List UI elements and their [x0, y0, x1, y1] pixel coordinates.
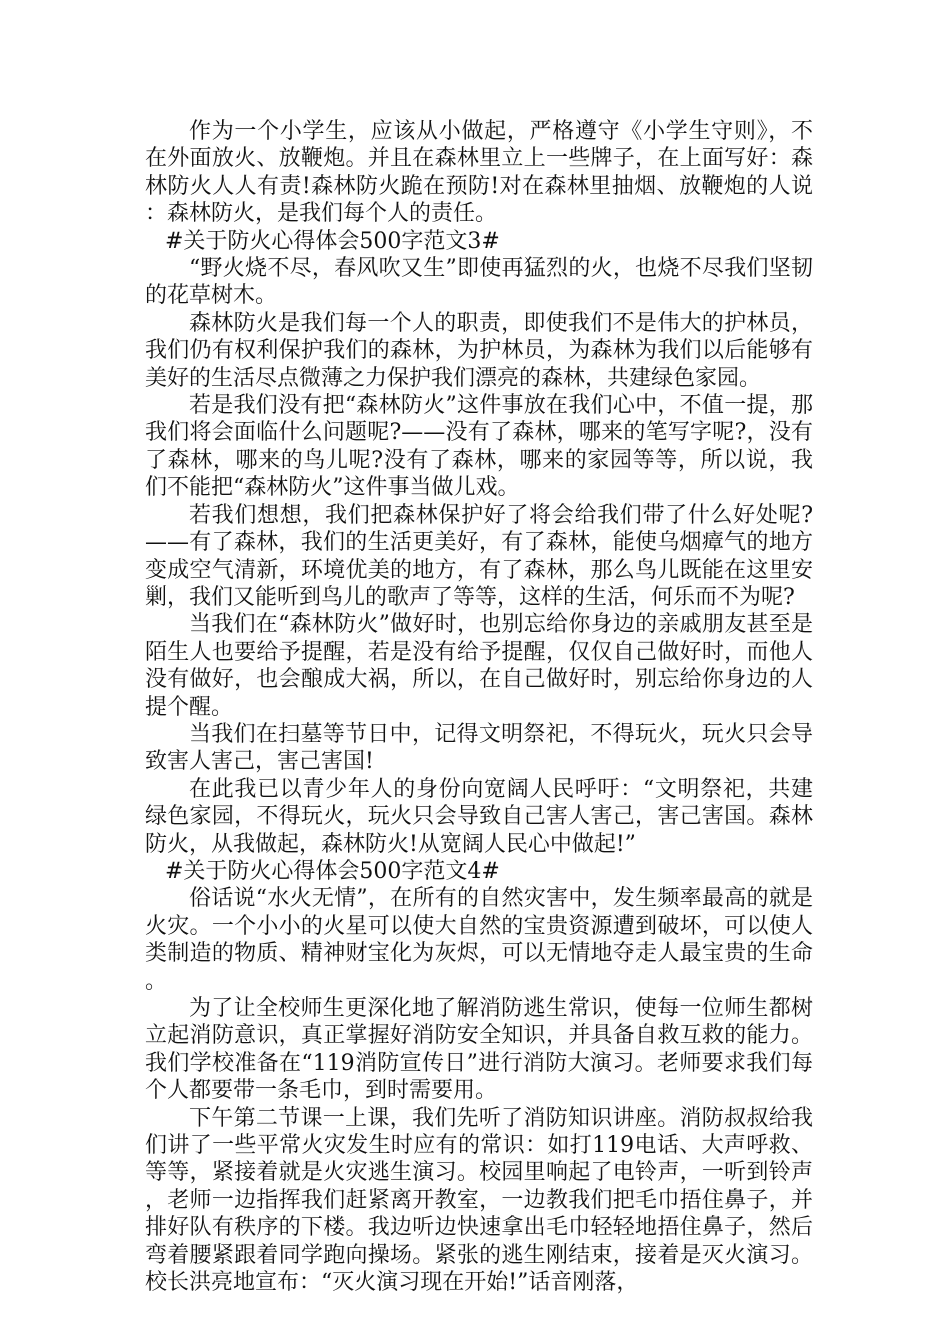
paragraph-9: 俗话说“水火无情”，在所有的自然灾害中，发生频率最高的就是火灾。一个小小的火星可以使大自然的宝贵资源遭到破坏，可以使人类制造的物质、精神财宝化为灰烬，可以无情地夺走人最宝贵的生命。 — [145, 886, 813, 994]
section-heading-3: #关于防火心得体会500字范文3# — [165, 228, 500, 254]
paragraph-10: 为了让全校师生更深化地了解消防逃生常识，使每一位师生都树立起消防意识，真正掌握好消防安全知识，并具备自救互救的能力。我们学校准备在“119消防宣传日”进行消防大演习。老师要求我们每个人都要带一条毛巾，到时需要用。 — [145, 996, 813, 1104]
paragraph-11: 下午第二节课一上课，我们先听了消防知识讲座。消防叔叔给我们讲了一些平常火灾发生时应有的常识：如打119电话、大声呼救、等等，紧接着就是火灾逃生演习。校园里响起了电铃声，一听到铃声，老师一边指挥我们赶紧离开教室，一边教我们把毛巾捂住鼻子，并排好队有秩序的下楼。我边听边快速拿出毛巾轻轻地捂住鼻子，然后弯着腰紧跟着同学跑向操场。紧张的逃生刚结束，接着是灭火演习。校长洪亮地宣布：“灭火演习现在开始!”话音刚落， — [145, 1105, 813, 1296]
paragraph-7: 当我们在扫墓等节日中，记得文明祭祀，不得玩火，玩火只会导致害人害己，害己害国! — [145, 721, 813, 775]
paragraph-1: 作为一个小学生，应该从小做起，严格遵守《小学生守则》，不在外面放火、放鞭炮。并且在森林里立上一些牌子，在上面写好：森林防火人人有责!森林防火跪在预防!对在森林里抽烟、放鞭炮的人说：森林防火，是我们每个人的责任。 — [145, 119, 813, 227]
paragraph-3: 森林防火是我们每一个人的职责，即使我们不是伟大的护林员，我们仍有权利保护我们的森林，为护林员，为森林为我们以后能够有美好的生活尽点微薄之力保护我们漂亮的森林，共建绿色家园。 — [145, 310, 813, 391]
paragraph-5: 若我们想想，我们把森林保护好了将会给我们带了什么好处呢?——有了森林，我们的生活更美好，有了森林，能使乌烟瘴气的地方变成空气清新，环境优美的地方，有了森林，那么鸟儿既能在这里安剿，我们又能听到鸟儿的歌声了等等，这样的生活，何乐而不为呢? — [145, 502, 813, 610]
paragraph-6: 当我们在“森林防火”做好时，也别忘给你身边的亲戚朋友甚至是陌生人也要给予提醒，若是没有给予提醒，仅仅自己做好时，而他人没有做好，也会酿成大祸，所以，在自己做好时，别忘给你身边的人提个醒。 — [145, 612, 813, 720]
paragraph-4: 若是我们没有把“森林防火”这件事放在我们心中，不值一提，那我们将会面临什么问题呢?——没有了森林，哪来的笔写字呢?，没有了森林，哪来的鸟儿呢?没有了森林，哪来的家园等等，所以说，我们不能把“森林防火”这件事当做儿戏。 — [145, 393, 813, 501]
section-heading-4: #关于防火心得体会500字范文4# — [165, 858, 500, 884]
paragraph-2: “野火烧不尽，春风吹又生”即使再猛烈的火，也烧不尽我们坚韧的花草树木。 — [145, 256, 813, 309]
document-body — [145, 118, 813, 1296]
paragraph-8: 在此我已以青少年人的身份向宽阔人民呼吁：“文明祭祀，共建绿色家园，不得玩火，玩火只会导致自己害人害己，害己害国。森林防火，从我做起，森林防火!从宽阔人民心中做起!” — [145, 776, 813, 857]
